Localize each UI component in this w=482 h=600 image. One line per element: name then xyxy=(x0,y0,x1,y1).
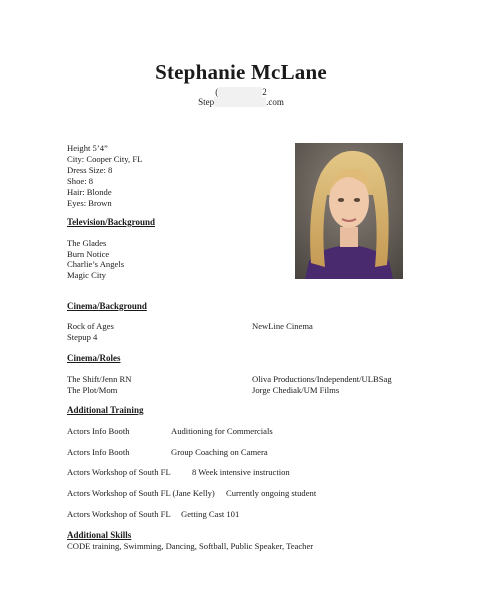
training-school: Actors Info Booth xyxy=(67,426,130,436)
headshot-photo xyxy=(295,143,403,279)
training-course: Getting Cast 101 xyxy=(181,509,240,519)
training-course: Currently ongoing student xyxy=(226,488,317,498)
credit-title: Rock of Ages xyxy=(67,321,114,331)
list-item: Magic City xyxy=(67,269,106,280)
training-course: Group Coaching on Camera xyxy=(171,447,268,457)
credit-title: The Plot/Mom xyxy=(67,385,118,395)
credit-title: The Shift/Jenn RN xyxy=(67,374,132,384)
stat-dress-size: Dress Size: 8 xyxy=(67,165,113,175)
training-course: Auditioning for Commercials xyxy=(171,426,273,436)
resume-name: Stephanie McLane xyxy=(155,60,327,84)
phone-end: 2 xyxy=(262,87,267,97)
skills-heading: Additional Skills xyxy=(67,530,132,540)
training-school: Actors Workshop of South FL xyxy=(67,509,171,519)
credit-company: Jorge Chediak/UM Films xyxy=(252,385,340,395)
phone-start: ( xyxy=(215,87,219,97)
credit-company: Oliva Productions/Independent/ULBSag xyxy=(252,374,392,384)
email-start: Step xyxy=(198,97,215,107)
training-school: Actors Workshop of South FL xyxy=(67,467,171,477)
email-line xyxy=(0,97,482,108)
stat-height: Height 5’4” xyxy=(67,143,108,153)
cinema-roles-heading: Cinema/Roles xyxy=(67,353,121,363)
credit-company: NewLine Cinema xyxy=(252,321,313,331)
training-heading: Additional Training xyxy=(67,405,144,415)
list-item: Burn Notice xyxy=(67,248,110,259)
stat-shoe: Shoe: 8 xyxy=(67,176,94,186)
television-heading: Television/Background xyxy=(67,217,156,227)
stat-city: City: Cooper City, FL xyxy=(67,154,143,164)
headshot-illustration xyxy=(295,143,403,279)
training-school: Actors Workshop of South FL (Jane Kelly) xyxy=(67,488,215,498)
credit-title: Stepup 4 xyxy=(67,332,98,342)
email-end: .com xyxy=(266,97,284,107)
cinema-background-heading: Cinema/Background xyxy=(67,301,147,311)
phone-redaction xyxy=(218,87,262,97)
physical-stats xyxy=(67,143,142,209)
stat-hair: Hair: Blonde xyxy=(67,187,112,197)
email-redaction xyxy=(214,97,266,107)
training-school: Actors Info Booth xyxy=(67,447,130,457)
training-course: 8 Week intensive instruction xyxy=(192,467,290,477)
television-list xyxy=(67,238,124,280)
skills-text: CODE training, Swimming, Dancing, Softball, Public Speaker, Teacher xyxy=(67,541,314,551)
list-item: The Glades xyxy=(67,238,107,248)
list-item: Charlie’s Angels xyxy=(67,259,125,269)
stat-eyes: Eyes: Brown xyxy=(67,198,112,208)
